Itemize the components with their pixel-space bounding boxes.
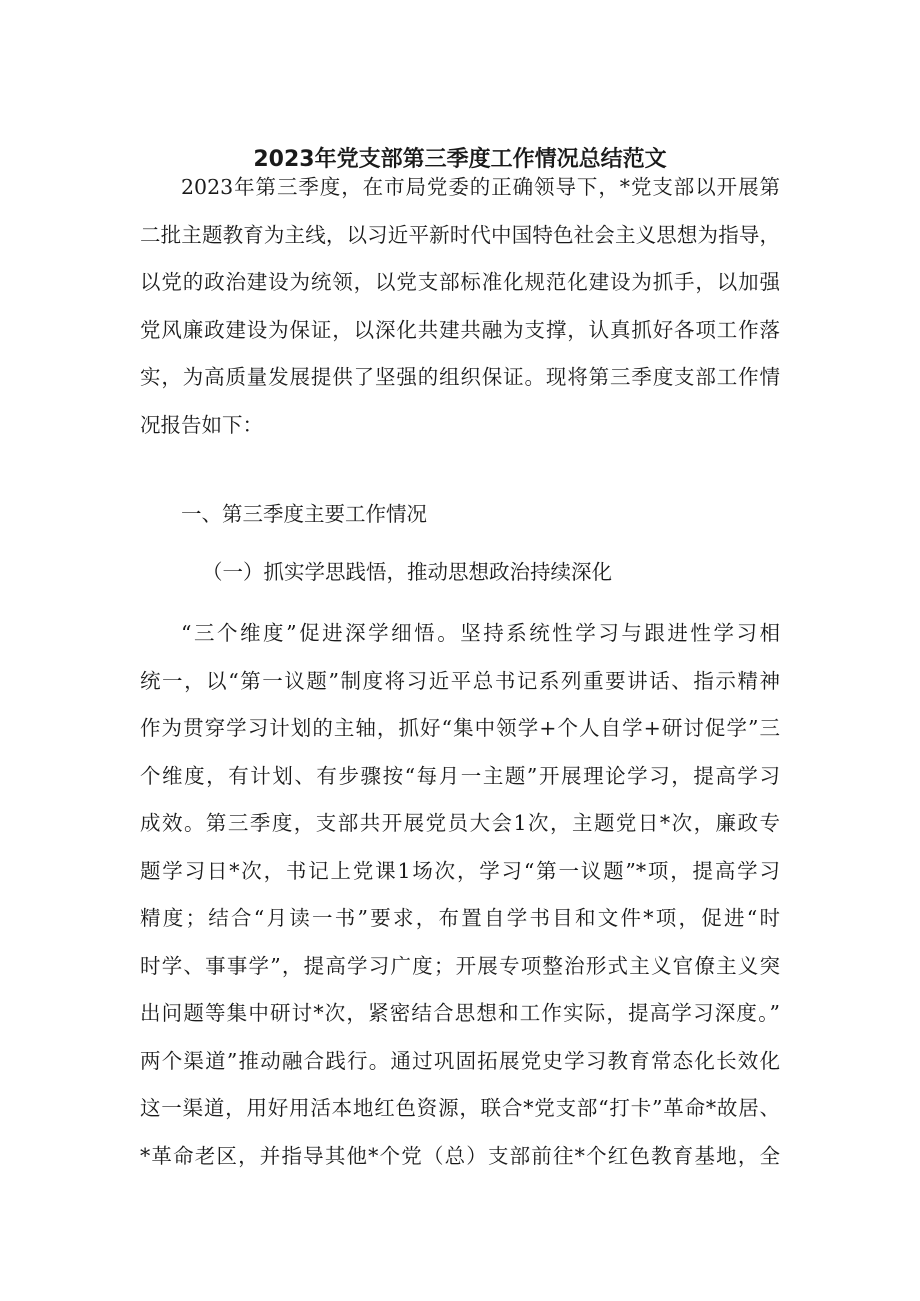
text-line: 时学、事事学”，提高学习广度；开展专项整治形式主义官僚主义突: [140, 953, 780, 978]
text-line: 题学习日*次，书记上党课1场次，学习“第一议题”*项，提高学习: [140, 858, 780, 883]
text-line: “三个维度”促进深学细悟。坚持系统性学习与跟进性学习相: [181, 621, 780, 645]
document-title: 2023年党支部第三季度工作情况总结范文: [253, 147, 667, 172]
intro-paragraph: [140, 164, 780, 449]
text-line: 出问题等集中研讨*次，紧密结合思想和工作实际，提高学习深度。”: [140, 1001, 780, 1025]
text-line: 况报告如下：: [140, 412, 263, 437]
text-line: 统一，以“第一议题”制度将习近平总书记系列重要讲话、指示精神: [140, 668, 780, 693]
text-line: 这一渠道，用好用活本地红色资源，联合*党支部“打卡”革命*故居、: [140, 1096, 780, 1120]
text-line: 两个渠道”推动融合践行。通过巩固拓展党史学习教育常态化长效化: [140, 1048, 780, 1073]
subsection-heading: [140, 549, 780, 597]
text-line: 2023年第三季度，在市局党委的正确领导下，*党支部以开展第: [181, 175, 780, 199]
text-line: 以党的政治建设为统领，以党支部标准化规范化建设为抓手，以加强: [140, 270, 780, 294]
text-line: 党风廉政建设为保证，以深化共建共融为支撑，认真抓好各项工作落: [140, 317, 780, 342]
text-line: 成效。第三季度，支部共开展党员大会1次，主题党日*次，廉政专: [140, 811, 780, 835]
text-line: *革命老区，并指导其他*个党（总）支部前往*个红色教育基地，全: [140, 1143, 780, 1168]
text-line: 作为贯穿学习计划的主轴，抓好“集中领学+个人自学+研讨促学”三: [140, 716, 780, 740]
text-line: 个维度，有计划、有步骤按“每月一主题”开展理论学习，提高学习: [140, 763, 780, 788]
text-line: 实，为高质量发展提供了坚强的组织保证。现将第三季度支部工作情: [140, 365, 780, 389]
subsection-heading-text: （一）抓实学思践悟，推动思想政治持续深化: [202, 560, 612, 584]
body-paragraph: [140, 610, 780, 1180]
section-heading-text: 一、第三季度主要工作情况: [181, 502, 427, 526]
text-line: 精度；结合“月读一书”要求，布置自学书目和文件*项，促进“时: [140, 906, 780, 930]
section-heading: [140, 491, 780, 539]
text-line: 二批主题教育为主线，以习近平新时代中国特色社会主义思想为指导，: [140, 222, 780, 247]
